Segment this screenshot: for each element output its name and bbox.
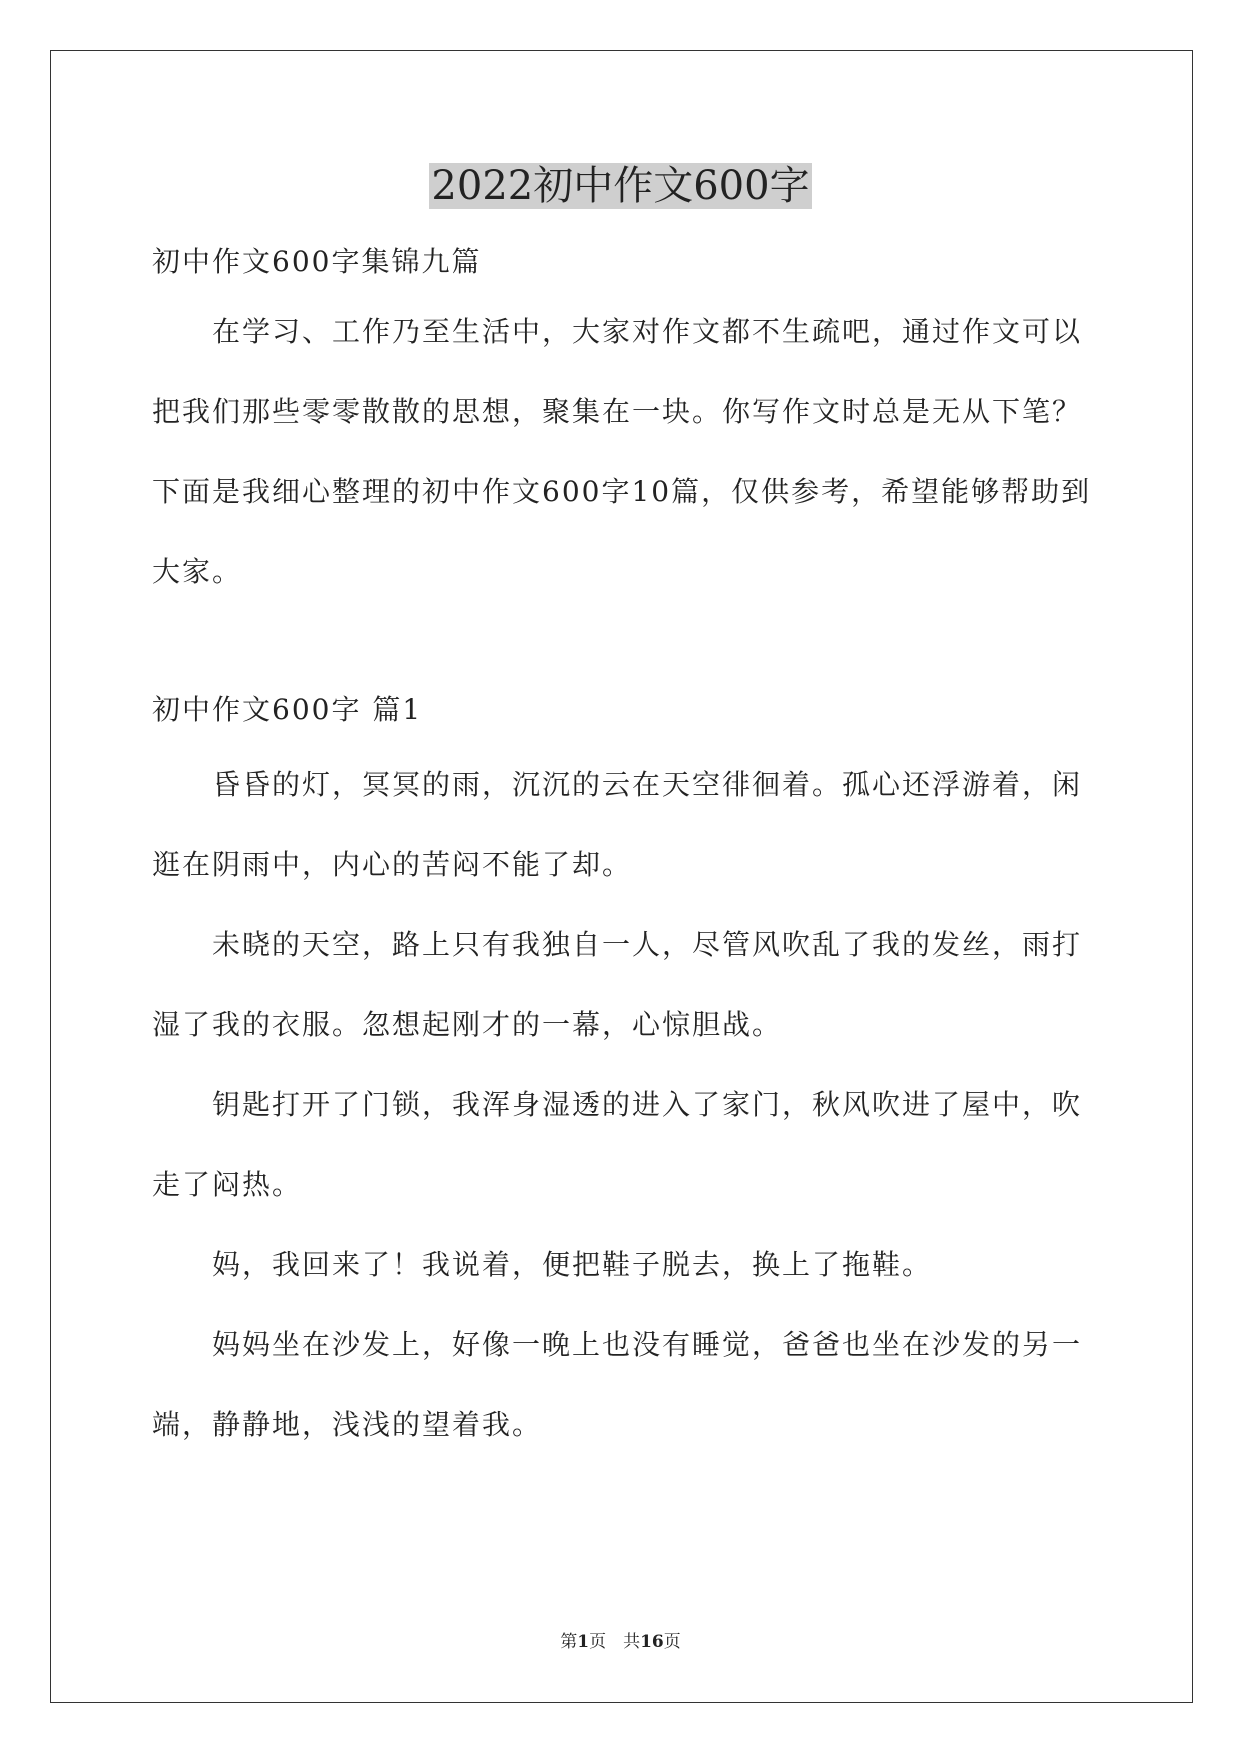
page-footer [0,1630,1241,1654]
page-prefix: 第 [560,1632,578,1652]
section-heading: 初中作文600字 篇1 [152,693,423,726]
total-pages: 16 [640,1632,664,1652]
body-paragraph: 未晓的天空，路上只有我独自一人，尽管风吹乱了我的发丝，雨打湿了我的衣服。忽想起刚才的一幕，心惊胆战。 [152,928,1083,1041]
body-paragraph: 妈，我回来了！我说着，便把鞋子脱去，换上了拖鞋。 [212,1248,933,1281]
intro-block [152,292,1092,612]
intro-paragraph: 在学习、工作乃至生活中，大家对作文都不生疏吧，通过作文可以把我们那些零零散散的思想，聚集在一块。你写作文时总是无从下笔？下面是我细心整理的初中作文600字10篇，仅供参考，希望能够帮助到大家。 [152,315,1092,588]
page-mid: 页 共 [589,1632,641,1652]
article-body [152,745,1092,1465]
subtitle-block [152,242,1092,282]
body-paragraph: 钥匙打开了门锁，我浑身湿透的进入了家门，秋风吹进了屋中，吹走了闷热。 [152,1088,1083,1201]
document-title [0,158,1241,214]
page-suffix: 页 [663,1632,681,1652]
page-number: 1 [577,1632,590,1652]
body-paragraph: 妈妈坐在沙发上，好像一晚上也没有睡觉，爸爸也坐在沙发的另一端，静静地，浅浅的望着我。 [152,1328,1083,1441]
document-subtitle: 初中作文600字集锦九篇 [152,245,482,278]
title-text: 2022初中作文600字 [431,163,810,209]
body-paragraph: 昏昏的灯，冥冥的雨，沉沉的云在天空徘徊着。孤心还浮游着，闲逛在阴雨中，内心的苦闷不能了却。 [152,768,1083,881]
section-heading-block [152,690,1092,730]
